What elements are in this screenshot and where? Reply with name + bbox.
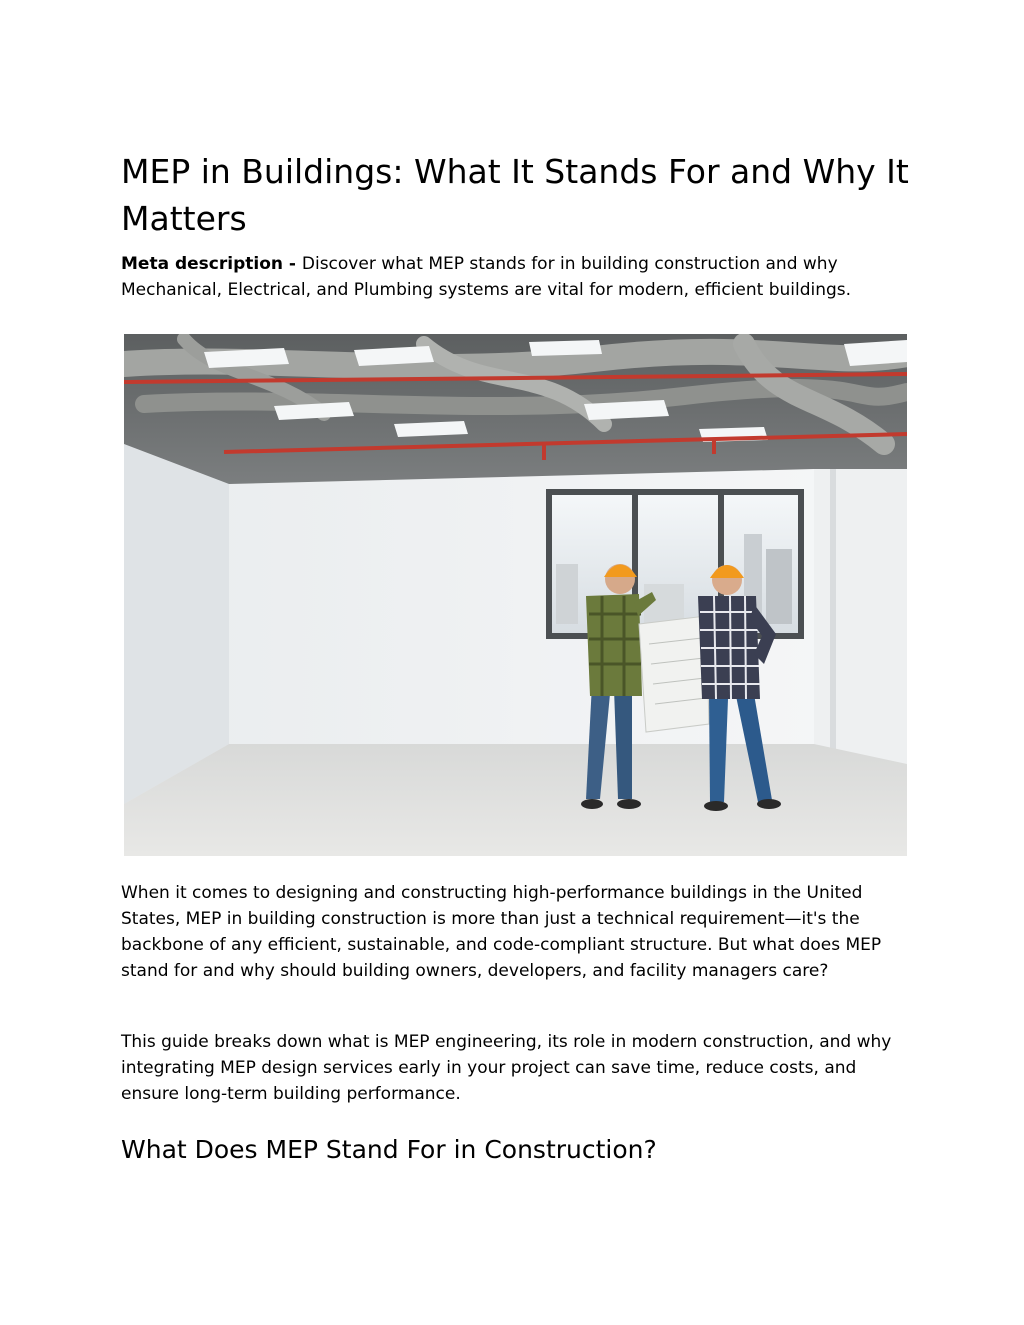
meta-description-text: Discover what MEP stands for in building construction and why Mechanical, Electrical, and Plumbing systems are vital for modern, efficient buildings. <box>121 254 852 300</box>
floor <box>124 744 907 856</box>
window <box>546 489 804 639</box>
intro-paragraph: When it comes to designing and constructing high-performance buildings in the United States, MEP in building construction is more than just a technical requirement—it's the backbone of any efficient, sustainable, and code-compliant structure. But what does MEP stand for and why should building owners, developers, and facility managers care? <box>121 883 882 981</box>
column-edge <box>830 469 836 759</box>
article-title: MEP in Buildings: What It Stands For and Why It Matters <box>121 152 909 238</box>
guide-paragraph: This guide breaks down what is MEP engineering, its role in modern construction, and why integrating MEP design services early in your project can save time, reduce costs, and ensure long-term building performance. <box>121 1032 892 1104</box>
hero-photo <box>124 334 907 856</box>
construction-site-illustration <box>124 334 907 856</box>
meta-description <box>121 252 911 303</box>
right-column <box>814 469 907 769</box>
blueprint <box>639 616 709 732</box>
section-heading: What Does MEP Stand For in Construction? <box>121 1135 657 1164</box>
meta-description-label: Meta description - <box>121 254 302 274</box>
left-wall <box>124 444 229 804</box>
